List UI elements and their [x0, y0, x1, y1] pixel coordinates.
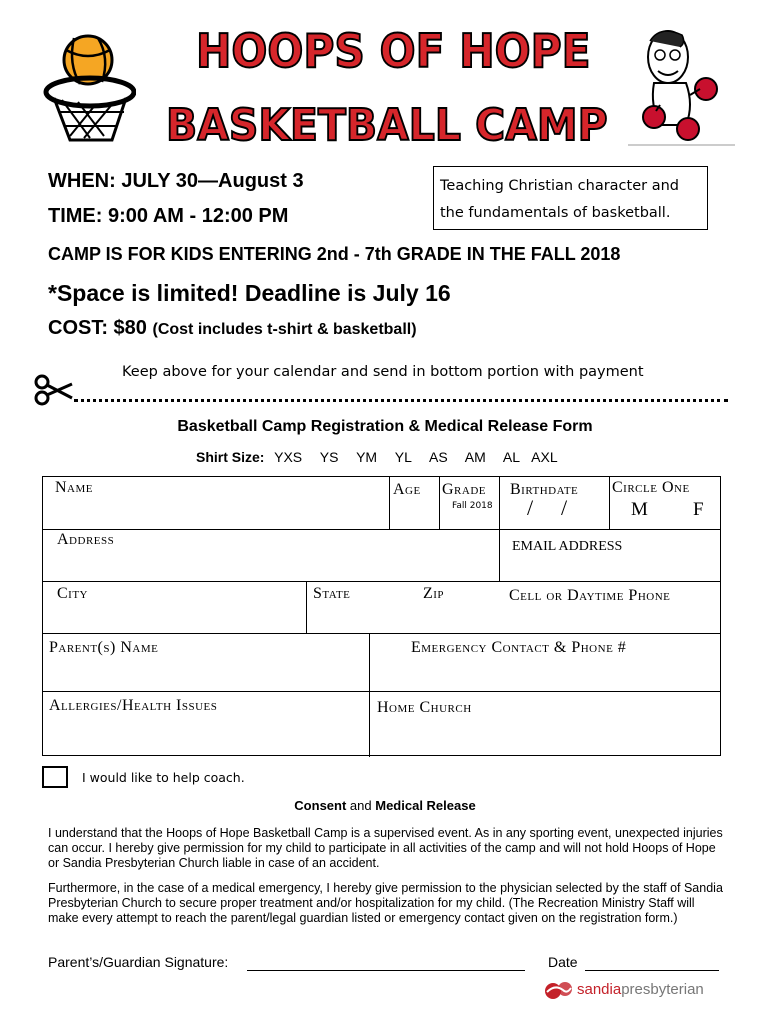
shirt-size-option[interactable]: YL — [394, 449, 412, 465]
age-field[interactable]: Age — [393, 481, 421, 498]
caricature-coach-image — [620, 25, 738, 150]
phone-field[interactable]: Cell or Daytime Phone — [509, 587, 671, 604]
address-field[interactable]: Address — [57, 531, 115, 548]
sandia-presbyterian-logo — [543, 977, 713, 1003]
scissors-icon — [34, 374, 74, 406]
parent-name-field[interactable]: Parent(s) Name — [49, 639, 159, 656]
consent-title — [0, 798, 770, 813]
state-field[interactable]: State — [313, 585, 351, 602]
grade-note: Fall 2018 — [452, 501, 493, 511]
cost-note: (Cost includes t-shirt & basketball) — [152, 321, 417, 338]
camp-eligibility: CAMP IS FOR KIDS ENTERING 2nd - 7th GRADE IN THE FALL 2018 — [48, 244, 621, 264]
signature-label: Parent’s/Guardian Signature: — [48, 954, 229, 970]
deadline-notice: *Space is limited! Deadline is July 16 — [48, 280, 451, 306]
shirt-size-option[interactable]: AXL — [531, 449, 558, 465]
cut-line — [74, 399, 728, 402]
mission-line1: Teaching Christian character and — [440, 178, 679, 194]
basketball-hoop-icon — [40, 28, 136, 148]
church-logo-icon — [543, 978, 573, 1002]
mission-box — [433, 166, 708, 230]
consent-title-part1: Consent — [294, 798, 347, 813]
emergency-contact-field[interactable]: Emergency Contact & Phone # — [411, 639, 627, 656]
zip-field[interactable]: Zip — [423, 585, 445, 602]
camp-title-line2: BASKETBALL CAMP — [166, 100, 608, 151]
shirt-size-option[interactable]: AL — [502, 449, 521, 465]
consent-title-part2: Medical Release — [375, 798, 476, 813]
birthdate-separator: / — [527, 495, 534, 520]
keep-instructions: Keep above for your calendar and send in bottom portion with payment — [122, 364, 644, 380]
camp-title-line1: HOOPS OF HOPE — [196, 24, 591, 78]
shirt-size-option[interactable]: AM — [464, 449, 486, 465]
church-name-bold: sandia — [577, 981, 622, 998]
home-church-field[interactable]: Home Church — [377, 699, 472, 716]
registration-grid — [42, 476, 721, 756]
birthdate-field[interactable]: Birthdate — [510, 481, 579, 498]
birthdate-separator: / — [561, 495, 568, 520]
event-time: TIME: 9:00 AM - 12:00 PM — [48, 205, 289, 227]
shirt-size-option[interactable]: AS — [428, 449, 448, 465]
circle-one-label: Circle One — [612, 479, 690, 496]
shirt-size-label: Shirt Size: — [196, 449, 265, 465]
consent-paragraph-1: I understand that the Hoops of Hope Basketball Camp is a supervised event. As in any sporting event, unexpected injuries can occur. I hereby give permission for my child to participate in all activities of the camp and will not hold Hoops of Hope or Sandia Presbyterian Church liable in case of an accident. — [48, 826, 723, 870]
shirt-size-option[interactable]: YXS — [274, 449, 303, 465]
help-coach-checkbox[interactable] — [42, 766, 68, 788]
cost-amount: COST: $80 — [48, 317, 147, 339]
date-line[interactable] — [585, 970, 719, 971]
city-field[interactable]: City — [57, 585, 88, 602]
allergies-field[interactable]: Allergies/Health Issues — [49, 697, 218, 714]
gender-male-option[interactable]: M — [631, 499, 648, 520]
mission-line2: the fundamentals of basketball. — [440, 205, 671, 221]
consent-title-and: and — [349, 798, 372, 813]
church-name — [577, 981, 704, 998]
help-coach-label: I would like to help coach. — [82, 770, 245, 785]
consent-paragraph-2: Furthermore, in the case of a medical emergency, I hereby give permission to the physician selected by the staff of Sandia Presbyterian Church to secure proper treatment and/or hospitalization for my child. (The Recreation Ministry Staff will make every attempt to reach the parent/legal guardian listed or emergency contact given on the registration form.) — [48, 881, 723, 925]
camp-cost — [48, 317, 417, 340]
email-field[interactable]: EMAIL ADDRESS — [512, 539, 623, 554]
name-field[interactable]: Name — [55, 479, 93, 496]
date-label: Date — [548, 954, 578, 970]
shirt-size-option[interactable]: YS — [319, 449, 339, 465]
shirt-size-row — [196, 449, 572, 465]
gender-female-option[interactable]: F — [693, 499, 704, 520]
grade-field[interactable]: Grade — [442, 481, 486, 498]
shirt-size-option[interactable]: YM — [356, 449, 378, 465]
signature-line[interactable] — [247, 970, 525, 971]
church-name-thin: presbyterian — [621, 981, 704, 998]
form-title: Basketball Camp Registration & Medical Release Form — [177, 418, 593, 435]
event-dates: WHEN: JULY 30—August 3 — [48, 170, 304, 192]
